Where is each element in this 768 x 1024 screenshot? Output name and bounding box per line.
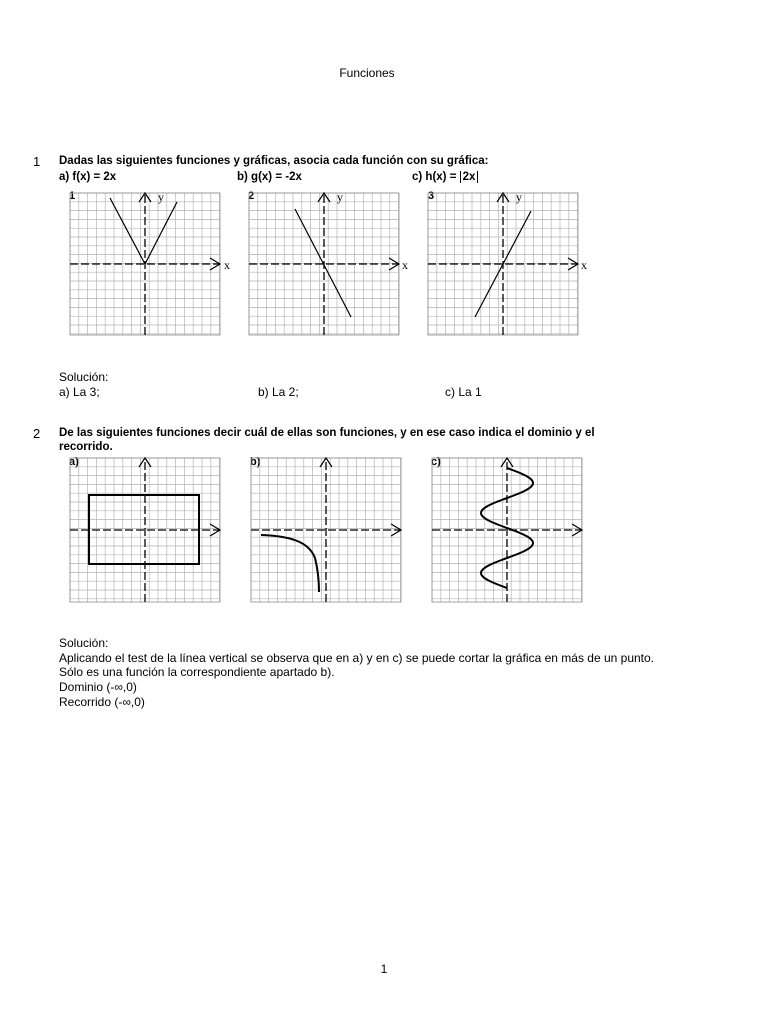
dominio-answer: Dominio (-∞,0) [59, 680, 137, 694]
recorrido-answer: Recorrido (-∞,0) [59, 695, 145, 709]
y-axis-label: y [158, 190, 164, 204]
function-curve [295, 209, 351, 317]
graph-1-label: 1 [69, 190, 76, 202]
y-axis-label: y [516, 190, 522, 204]
graph-2-label: 2 [248, 190, 255, 202]
solution-2-title: Solución: [59, 636, 109, 650]
y-axis-label: y [337, 190, 343, 204]
graph-3-label: 3 [428, 190, 435, 202]
solution-1-title: Solución: [59, 370, 109, 384]
solution-2-line-1: Aplicando el test de la línea vertical se observa que en a) y en c) se puede cortar la gráfica en más de un punto. [59, 651, 655, 665]
question-1-prompt: Dadas las siguientes funciones y gráficas, asocia cada función con su gráfica: [59, 155, 489, 167]
graph-c [432, 458, 584, 602]
solution-2-line-2: Sólo es una función la correspondiente apartado b). [59, 665, 335, 679]
function-curve-left [110, 198, 145, 264]
graph-1 [70, 190, 232, 335]
graph-3 [428, 190, 590, 335]
graph-2 [249, 190, 411, 335]
question-2-number: 2 [33, 426, 41, 441]
solution-1-answer-b: b) La 2; [258, 385, 299, 399]
question-2-prompt-line-1: De las siguientes funciones decir cuál de ellas son funciones, y en ese caso indica el dominio y el [59, 427, 595, 439]
graph-a-label: a) [69, 456, 79, 468]
solution-1-answer-c: c) La 1 [445, 385, 482, 399]
graph-b [251, 458, 403, 602]
function-c-label [412, 171, 478, 183]
question-2-prompt-line-2: recorrido. [59, 441, 113, 453]
graph-b-label: b) [250, 456, 261, 468]
question-1-number: 1 [33, 154, 41, 169]
x-axis-label: x [402, 258, 408, 272]
function-b-label: b) g(x) = -2x [237, 171, 302, 183]
function-c-prefix: c) h(x) = [412, 171, 460, 183]
x-axis-label: x [581, 258, 587, 272]
absolute-value-expression: 2x [460, 171, 479, 183]
x-axis-label: x [224, 258, 230, 272]
page-title: Funciones [339, 66, 395, 80]
page-number: 1 [380, 962, 388, 976]
function-a-label: a) f(x) = 2x [59, 171, 117, 183]
graph-a [70, 458, 222, 602]
graph-c-label: c) [431, 456, 441, 468]
solution-1-answer-a: a) La 3; [59, 385, 100, 399]
